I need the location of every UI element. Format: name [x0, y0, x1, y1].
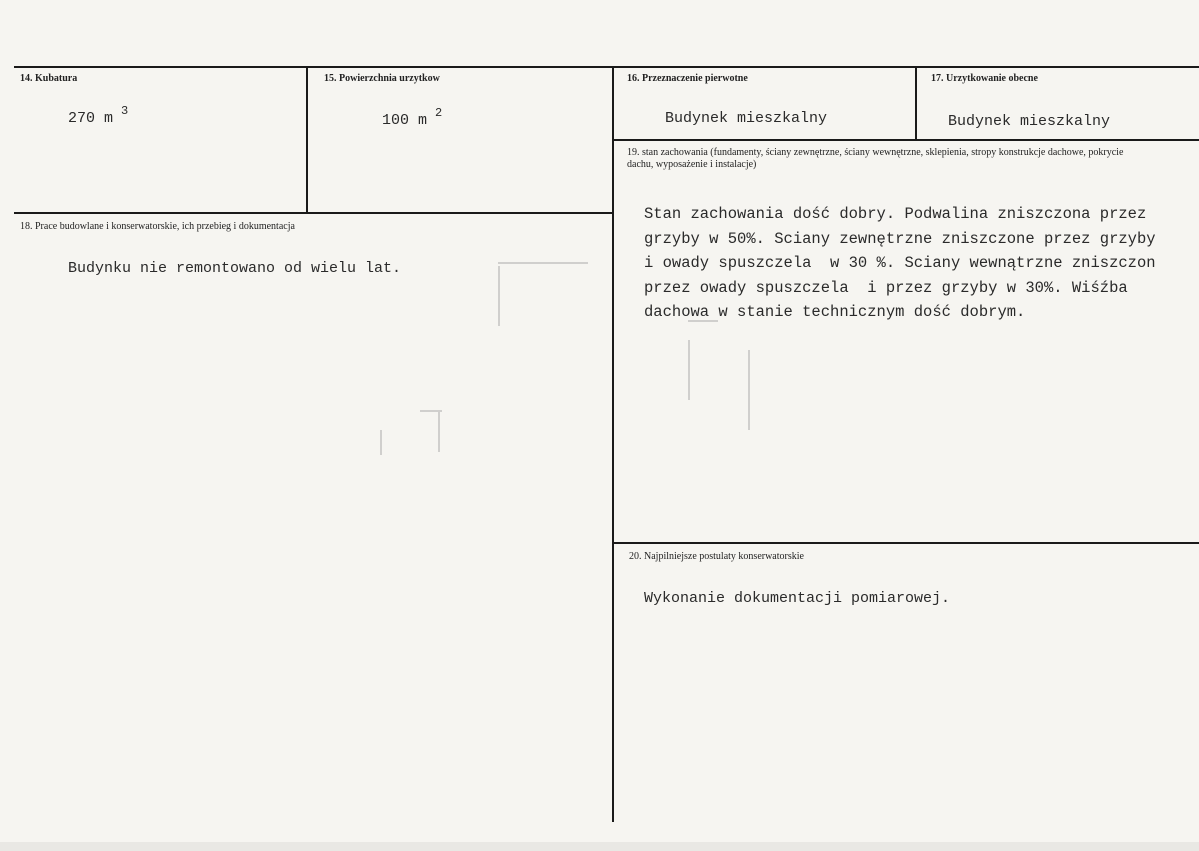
- bleed-through-mark: [688, 340, 690, 400]
- field-17-label: 17. Urzytkowanie obecne: [931, 73, 1038, 84]
- bleed-through-mark: [498, 266, 500, 326]
- bleed-through-mark: [498, 262, 588, 264]
- condition-line-3: i owady spuszczela w 30 %. Sciany wewnątrzne zniszczon: [644, 254, 1156, 272]
- field-14-label: 14. Kubatura: [20, 73, 78, 84]
- field-19-text: [644, 202, 1199, 325]
- rule-above-20: [613, 542, 1199, 544]
- field-18-value: Budynku nie remontowano od wielu lat.: [68, 260, 402, 277]
- bleed-through-mark: [748, 350, 750, 430]
- condition-line-2: grzyby w 50%. Sciany zewnętrzne zniszczone przez grzyby: [644, 229, 1156, 248]
- bleed-through-mark: [688, 320, 718, 322]
- field-15-label: 15. Powierzchnia urzytkow: [324, 73, 440, 84]
- rule-below-16-17: [613, 139, 1199, 141]
- field-20-label: 20. Najpilniejsze postulaty konserwatorskie: [629, 551, 804, 562]
- bleed-through-mark: [438, 412, 440, 452]
- field-16-label: 16. Przeznaczenie pierwotne: [627, 73, 748, 84]
- field-20-value: Wykonanie dokumentacji pomiarowej.: [644, 590, 951, 607]
- field-16-value: Budynek mieszkalny: [665, 110, 828, 127]
- area-exponent: 2: [435, 106, 443, 120]
- area-value: 100 m: [382, 112, 428, 129]
- condition-line-5: dachowa w stanie technicznym dość dobrym.: [644, 303, 1026, 321]
- field-17-value: Budynek mieszkalny: [948, 113, 1111, 130]
- cubature-exponent: 3: [121, 104, 129, 118]
- bleed-through-mark: [380, 430, 382, 455]
- page-bottom-edge: [0, 842, 1199, 851]
- rule-below-14-15: [14, 212, 613, 214]
- top-rule: [14, 66, 1199, 68]
- cubature-value: 270 m: [68, 110, 114, 127]
- field-19-label: 19. stan zachowania (fundamenty, ściany zewnętrzne, ściany wewnętrzne, sklepienia, stropy konstrukcje dachowe, pokrycie dachu, wyposażenie i instalacje): [627, 147, 1124, 170]
- field-15-value: [382, 106, 442, 129]
- condition-line-1: Stan zachowania dość dobry. Podwalina zniszczona przez: [644, 205, 1147, 223]
- field-14-value: [68, 104, 128, 127]
- divider-14-15: [306, 67, 308, 212]
- center-divider: [612, 67, 614, 822]
- divider-16-17: [915, 67, 917, 140]
- field-18-label: 18. Prace budowlane i konserwatorskie, ich przebieg i dokumentacja: [20, 221, 295, 232]
- condition-line-4: przez owady spuszczela i przez grzyby w 30%. Wiśźba: [644, 278, 1128, 297]
